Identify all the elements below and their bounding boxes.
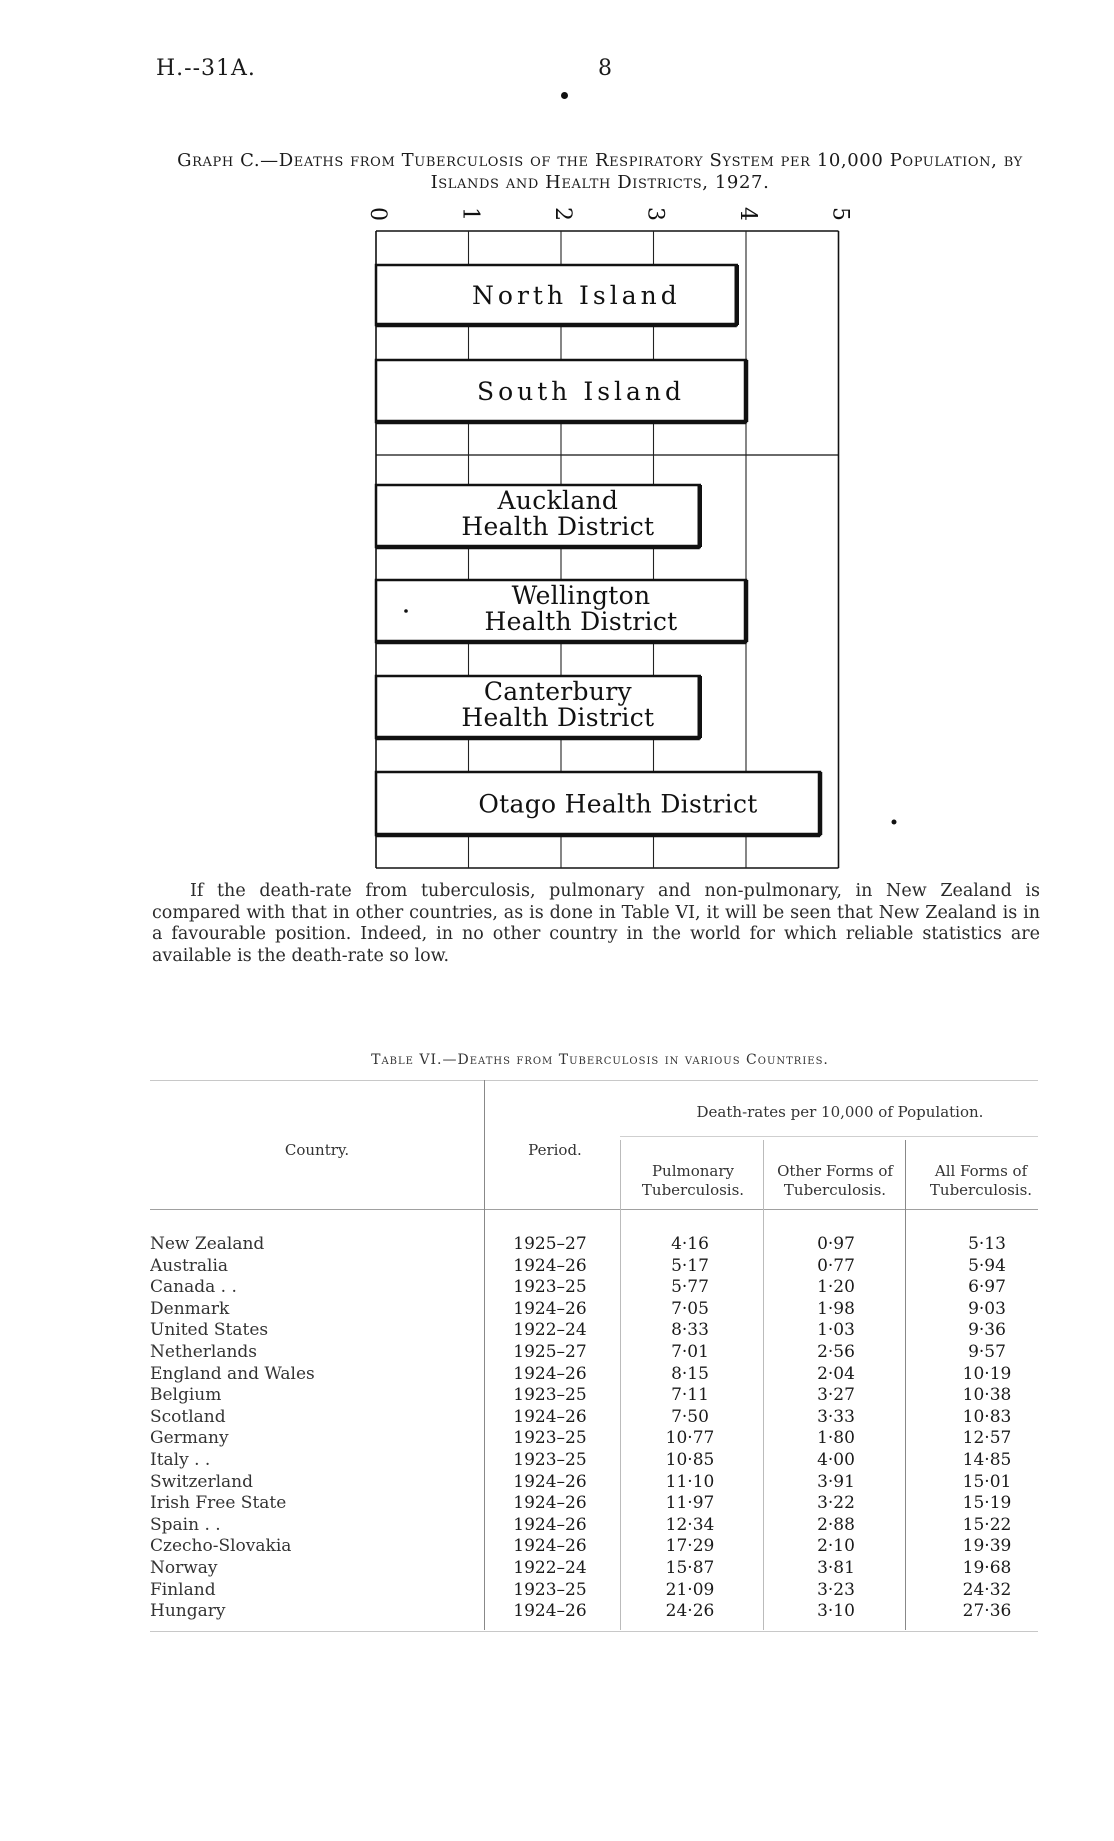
graph-caption-line2: Islands and Health Districts, 1927. — [430, 172, 770, 193]
document-reference: H.--31A. — [156, 56, 256, 81]
header-all-forms: All Forms of Tuberculosis. — [929, 1162, 1033, 1199]
other-forms-cell: 2·04 — [817, 1363, 855, 1384]
other-forms-cell: 1·20 — [817, 1277, 855, 1298]
header-other-forms: Other Forms of Tuberculosis. — [777, 1162, 893, 1199]
pulmonary-cell: 10·77 — [665, 1428, 715, 1449]
x-tick-label: 5 — [827, 207, 853, 221]
other-forms-cell: 3·33 — [817, 1406, 855, 1427]
other-forms-cell: 1·80 — [817, 1428, 855, 1449]
country-cell: Finland — [150, 1579, 216, 1600]
period-cell: 1924–26 — [513, 1514, 587, 1535]
table-top-rule — [150, 1080, 1038, 1081]
table-row — [0, 1385, 1114, 1407]
all-forms-cell: 19·68 — [962, 1558, 1012, 1578]
bar-label: Auckland — [497, 486, 619, 515]
ink-dot — [892, 820, 897, 825]
pulmonary-cell: 24·26 — [665, 1601, 715, 1622]
country-cell: Germany — [150, 1428, 229, 1449]
period-cell: 1925–27 — [513, 1342, 587, 1362]
country-cell: Spain . . — [150, 1514, 221, 1535]
period-cell: 1924–26 — [513, 1493, 587, 1514]
country-cell: Irish Free State — [150, 1493, 287, 1514]
all-forms-cell: 5·94 — [968, 1255, 1006, 1276]
group-header-rule — [620, 1136, 1038, 1137]
other-forms-cell: 1·98 — [817, 1298, 855, 1319]
period-cell: 1922–24 — [513, 1558, 587, 1578]
all-forms-cell: 15·19 — [962, 1493, 1012, 1514]
all-forms-cell: 10·83 — [962, 1406, 1012, 1427]
period-cell: 1924–26 — [513, 1536, 587, 1557]
ink-dot — [404, 609, 408, 613]
pulmonary-cell: 7·05 — [671, 1298, 709, 1319]
other-forms-cell: 3·23 — [817, 1579, 855, 1600]
bar-label: Health District — [461, 703, 655, 732]
other-forms-cell: 2·56 — [817, 1342, 855, 1362]
pulmonary-cell: 4·16 — [671, 1234, 709, 1254]
table-row — [0, 1256, 1114, 1278]
other-forms-cell: 3·22 — [817, 1493, 855, 1514]
header-pulmonary: Pulmonary Tuberculosis. — [641, 1162, 745, 1199]
table-row — [0, 1472, 1114, 1494]
header-country: Country. — [284, 1141, 350, 1159]
table-row — [0, 1407, 1114, 1429]
table-row — [0, 1450, 1114, 1472]
pulmonary-cell: 5·77 — [671, 1277, 709, 1298]
pulmonary-cell: 8·33 — [671, 1320, 709, 1341]
x-tick-label: 2 — [550, 207, 575, 221]
period-cell: 1923–25 — [513, 1385, 587, 1406]
period-cell: 1923–25 — [513, 1428, 587, 1449]
period-cell: 1924–26 — [513, 1406, 587, 1427]
period-cell: 1923–25 — [513, 1579, 587, 1600]
table-row — [0, 1558, 1114, 1580]
x-tick-label: 3 — [642, 207, 668, 221]
all-forms-cell: 9·03 — [968, 1298, 1006, 1319]
period-cell: 1924–26 — [513, 1471, 587, 1492]
country-cell: United States — [150, 1320, 269, 1341]
page-number: 8 — [598, 56, 612, 81]
all-forms-cell: 5·13 — [968, 1234, 1006, 1254]
header-period: Period. — [528, 1141, 582, 1159]
pulmonary-cell: 21·09 — [665, 1579, 715, 1600]
all-forms-cell: 15·22 — [962, 1514, 1012, 1535]
country-cell: England and Wales — [150, 1363, 315, 1384]
all-forms-cell: 6·97 — [968, 1277, 1006, 1298]
period-cell: 1925–27 — [513, 1234, 587, 1254]
table-row — [0, 1493, 1114, 1515]
bar-label: Health District — [484, 607, 678, 636]
period-cell: 1924–26 — [513, 1255, 587, 1276]
table-row — [0, 1342, 1114, 1364]
all-forms-cell: 15·01 — [962, 1471, 1012, 1492]
period-cell: 1924–26 — [513, 1601, 587, 1622]
pulmonary-cell: 7·50 — [671, 1406, 709, 1427]
country-cell: Australia — [150, 1255, 229, 1276]
x-tick-label: 1 — [457, 207, 483, 221]
bar-label: Otago Health District — [478, 789, 758, 819]
all-forms-cell: 9·57 — [968, 1342, 1006, 1362]
graph-caption-line1: Graph C.—Deaths from Tuberculosis of the Respiratory System per 10,000 Population, by — [177, 150, 1023, 171]
country-cell: Denmark — [150, 1298, 230, 1319]
table-row — [0, 1364, 1114, 1386]
country-cell: Belgium — [150, 1385, 222, 1406]
table-row — [0, 1428, 1114, 1450]
all-forms-cell: 14·85 — [962, 1450, 1012, 1470]
period-cell: 1923–25 — [513, 1277, 587, 1298]
other-forms-cell: 2·10 — [817, 1536, 855, 1557]
header-death-rates-group: Death-rates per 10,000 of Population. — [696, 1103, 984, 1121]
period-cell: 1922–24 — [513, 1320, 587, 1341]
country-cell: Hungary — [150, 1601, 226, 1622]
table-row — [0, 1515, 1114, 1537]
pulmonary-cell: 10·85 — [665, 1450, 715, 1470]
other-forms-cell: 2·88 — [817, 1514, 855, 1535]
pulmonary-cell: 11·97 — [665, 1493, 715, 1514]
other-forms-cell: 3·10 — [817, 1601, 855, 1622]
table-row — [0, 1580, 1114, 1602]
country-cell: Czecho-Slovakia — [150, 1536, 292, 1557]
table-row — [0, 1536, 1114, 1558]
all-forms-cell: 9·36 — [968, 1320, 1006, 1341]
period-cell: 1923–25 — [513, 1450, 587, 1470]
pulmonary-cell: 12·34 — [665, 1514, 715, 1535]
pulmonary-cell: 8·15 — [671, 1363, 709, 1384]
other-forms-cell: 3·81 — [817, 1558, 855, 1578]
period-cell: 1924–26 — [513, 1363, 587, 1384]
table-row — [0, 1320, 1114, 1342]
pulmonary-cell: 15·87 — [665, 1558, 715, 1578]
pulmonary-cell: 7·11 — [671, 1385, 709, 1406]
other-forms-cell: 3·27 — [817, 1385, 855, 1406]
other-forms-cell: 0·97 — [817, 1234, 855, 1254]
other-forms-cell: 0·77 — [817, 1255, 855, 1276]
all-forms-cell: 19·39 — [962, 1536, 1012, 1557]
all-forms-cell: 24·32 — [962, 1579, 1012, 1600]
bar-label: Canterbury — [483, 677, 632, 706]
country-cell: Canada . . — [150, 1277, 237, 1298]
body-paragraph: If the death-rate from tuberculosis, pulmonary and non-pulmonary, in New Zealand is compared with that in other countries, as is done in Table VI, it will be seen that New Zealand is in a favourable position. Indeed, in no other country in the world for which reliable statistics are available is the death-rate so low. — [152, 881, 1040, 966]
bar-label: Health District — [461, 512, 655, 541]
table-bottom-rule — [150, 1631, 1038, 1632]
country-cell: Norway — [150, 1558, 218, 1578]
other-forms-cell: 3·91 — [817, 1471, 855, 1492]
bar-label: South Island — [476, 377, 686, 406]
country-cell: Switzerland — [150, 1471, 254, 1492]
period-cell: 1924–26 — [513, 1298, 587, 1319]
table-caption: Table VI.—Deaths from Tuberculosis in various Countries. — [371, 1052, 829, 1068]
country-cell: Scotland — [150, 1406, 226, 1427]
all-forms-cell: 27·36 — [962, 1601, 1012, 1622]
bar-label: Wellington — [511, 581, 651, 610]
pulmonary-cell: 5·17 — [671, 1255, 709, 1276]
pulmonary-cell: 11·10 — [665, 1471, 715, 1492]
x-tick-label: 0 — [365, 207, 390, 221]
pulmonary-cell: 17·29 — [665, 1536, 715, 1557]
table-row — [0, 1234, 1114, 1256]
other-forms-cell: 4·00 — [817, 1450, 855, 1470]
table-row — [0, 1277, 1114, 1299]
country-cell: New Zealand — [150, 1234, 265, 1254]
other-forms-cell: 1·03 — [817, 1320, 855, 1341]
pulmonary-cell: 7·01 — [671, 1342, 709, 1362]
x-tick-label: 4 — [735, 207, 760, 221]
graph-c-bar-chart — [0, 0, 1114, 900]
table-row — [0, 1601, 1114, 1623]
all-forms-cell: 10·19 — [962, 1363, 1012, 1384]
table-row — [0, 1299, 1114, 1321]
country-cell: Netherlands — [150, 1342, 258, 1362]
all-forms-cell: 12·57 — [962, 1428, 1012, 1449]
all-forms-cell: 10·38 — [962, 1385, 1012, 1406]
country-cell: Italy . . — [150, 1450, 211, 1470]
bar-label: North Island — [472, 281, 681, 310]
